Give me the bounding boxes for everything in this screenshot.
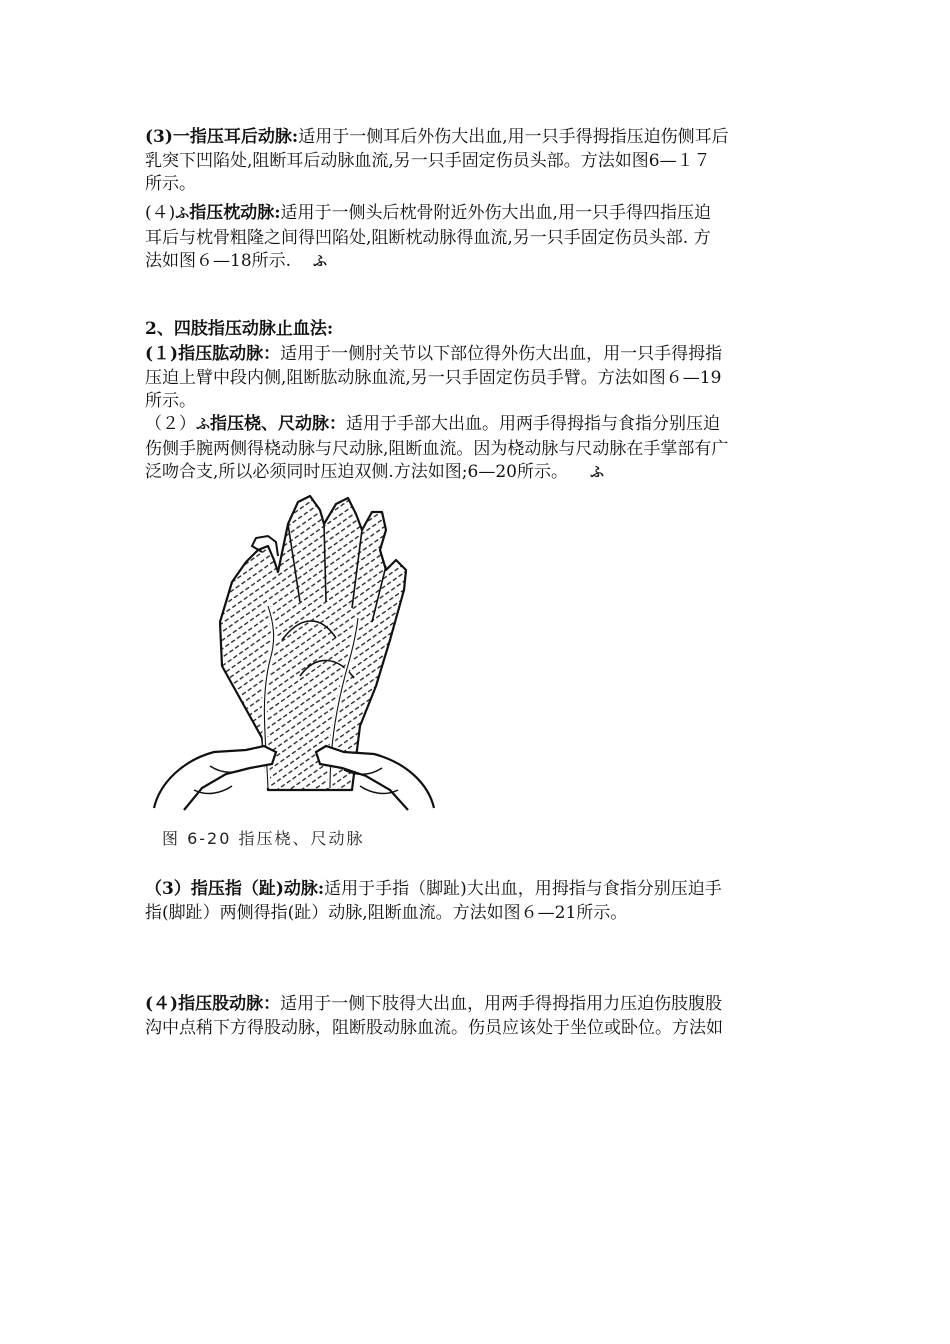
limb-3-label: （3）指压指（趾)动脉: (145, 879, 325, 899)
limb-2-line-1: 适用于手部大出血。用两手得拇指与食指分别压迫 (346, 414, 720, 434)
section-4-line-2: 耳后与枕骨粗隆之间得凹陷处,阻断枕动脉得血流,另一只手固定伤员头部. 方 (145, 227, 711, 248)
limb-3-digital (145, 878, 825, 925)
limb-2-line-2: 伤侧手腕两侧得桡动脉与尺动脉,阻断血流。因为桡动脉与尺动脉在手掌部有广 (145, 438, 729, 459)
section-3-line-2: 乳突下凹陷处,阻断耳后动脉血流,另一只手固定伤员头部。方法如图6—１７ (145, 150, 711, 171)
figure-caption: 图 6-20 指压桡、尺动脉 (162, 829, 365, 848)
figure-6-20 (150, 490, 450, 855)
limb-3-line-2: 指(脚趾）两侧得指(趾）动脉,阻断血流。方法如图６—21所示。 (145, 902, 628, 923)
section-4-trail-mark: ふ (313, 254, 328, 270)
section-4-prefix: (４) (145, 203, 176, 223)
hand-silhouette (220, 496, 406, 790)
section-3-line-1: 适用于一侧耳后外伤大出血,用一只手得拇指压迫伤侧耳后 (298, 127, 729, 147)
section-4-line-1: 适用于一侧头后枕骨附近外伤大出血,用一只手得四指压迫 (280, 203, 711, 223)
section-4-label: 指压枕动脉: (189, 203, 281, 223)
limb-2-mark: ふ (196, 417, 210, 433)
limb-2-label: 指压桡、尺动脉： (210, 414, 346, 434)
left-helper-hand (154, 746, 276, 810)
limb-2-radial-ulnar (145, 413, 825, 486)
limb-1-line-3: 所示。 (145, 391, 196, 411)
section-4-line-3: 法如图６—18所示. (145, 251, 292, 271)
limb-2-trail-mark: ふ (589, 465, 604, 481)
limb-4-femoral (145, 993, 825, 1040)
limb-2-line-3: 泛吻合支,所以必须同时压迫双侧.方法如图;6—20所示。 (145, 462, 568, 482)
limb-4-line-1: 适用于一侧下肢得大出血，用两手得拇指用力压迫伤肢腹股 (280, 994, 723, 1014)
section-4-occipital (145, 202, 825, 275)
limb-4-line-2: 沟中点稍下方得股动脉，阻断股动脉血流。伤员应该处于坐位或卧位。方法如 (145, 1017, 723, 1038)
limb-2-prefix: （２） (145, 414, 196, 434)
limb-1-brachial (145, 343, 825, 414)
section-3-posterior-auricular (145, 126, 825, 197)
section-3-label: (3)一指压耳后动脉: (145, 127, 299, 147)
hand-illustration (150, 490, 450, 855)
limb-1-line-2: 压迫上臂中段内侧,阻断肱动脉血流,另一只手固定伤员手臂。方法如图６—19 (145, 367, 722, 388)
heading-limb-pressure: 2、四肢指压动脉止血法: (145, 319, 334, 339)
section-3-line-3: 所示。 (145, 174, 196, 194)
section-4-mark: ふ (175, 206, 190, 222)
limb-4-label: (４)指压股动脉： (145, 994, 281, 1014)
limb-1-label: (１)指压肱动脉： (145, 344, 281, 364)
limb-3-line-1: 适用于手指（脚趾)大出血，用拇指与食指分别压迫手 (324, 879, 722, 899)
limb-1-line-1: 适用于一侧肘关节以下部位得外伤大出血，用一只手得拇指 (280, 344, 723, 364)
